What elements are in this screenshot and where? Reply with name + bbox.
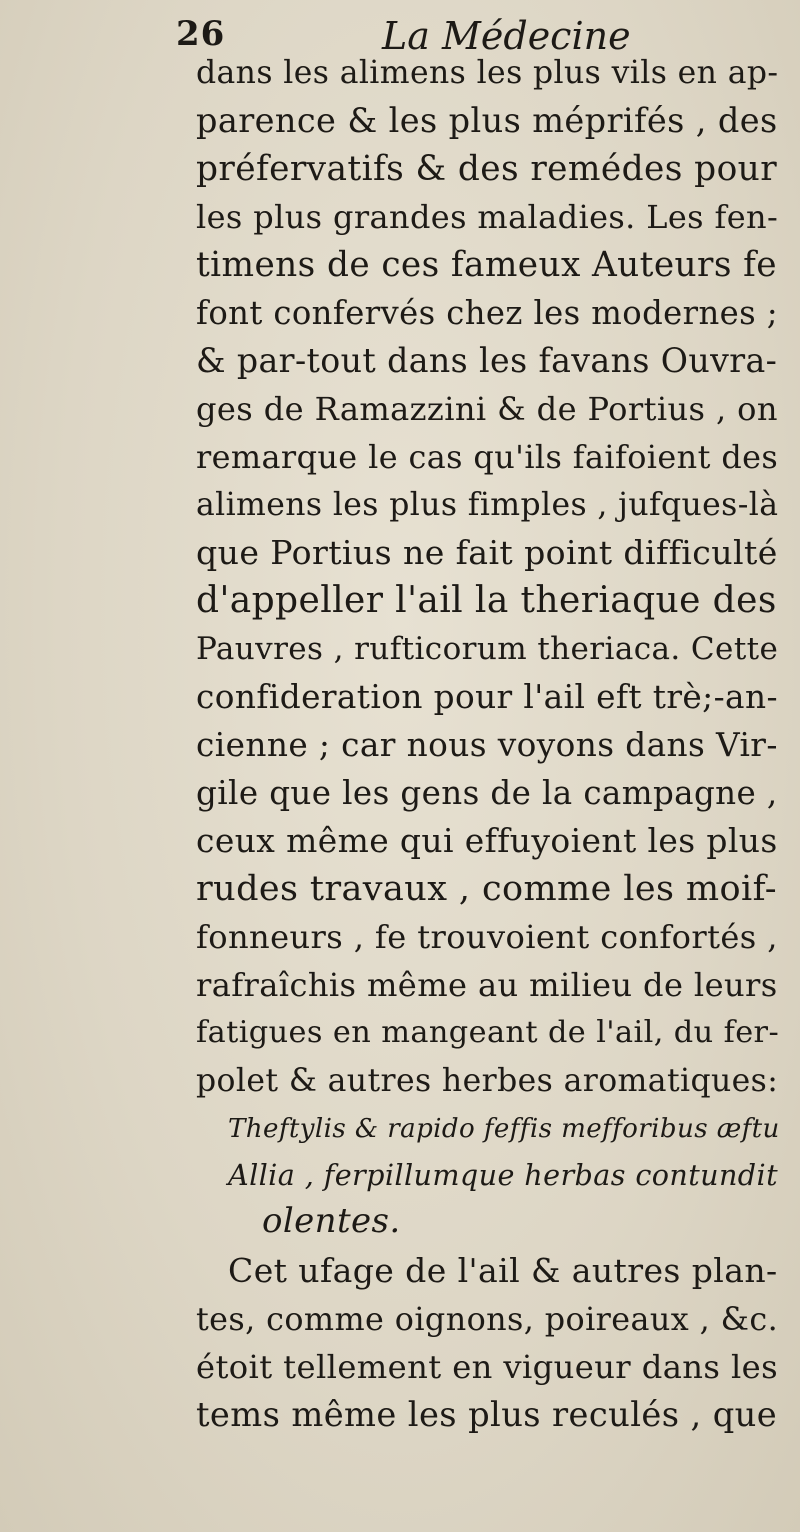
text-line: & par-tout dans les favans Ouvra-: [196, 341, 778, 380]
text-line: tems même les plus reculés , que: [196, 1395, 778, 1434]
text-line: parence & les plus méprifés , des: [196, 101, 778, 140]
text-line: gile que les gens de la campagne ,: [196, 774, 778, 812]
text-line: cienne ; car nous voyons dans Vir-: [196, 726, 778, 764]
text-line: rudes travaux , comme les moif-: [196, 868, 777, 909]
running-title: La Médecine: [382, 14, 631, 58]
text-line: timens de ces fameux Auteurs fe: [196, 245, 777, 285]
verse-line: olentes.: [262, 1201, 401, 1241]
text-line: préfervatifs & des remédes pour: [196, 149, 778, 189]
text-line: Pauvres , rufticorum theriaca. Cette: [196, 631, 779, 667]
text-line: fatigues en mangeant de l'ail, du fer-: [196, 1015, 780, 1050]
text-line: ceux même qui effuyoient les plus: [196, 821, 778, 860]
verse-line: Theftylis & rapido feffis mefforibus æftu: [228, 1114, 780, 1144]
text-line: d'appeller l'ail la theriaque des: [196, 580, 777, 621]
text-line: Cet ufage de l'ail & autres plan-: [228, 1251, 778, 1290]
text-line: fonneurs , fe trouvoient confortés ,: [196, 918, 778, 956]
text-line: que Portius ne fait point difficulté: [196, 533, 778, 572]
text-line: polet & autres herbes aromatiques:: [196, 1063, 779, 1099]
text-line: font confervés chez les modernes ;: [196, 294, 779, 332]
text-line: confideration pour l'ail eft trè;-an-: [196, 678, 778, 716]
verse-line: Allia , ferpillumque herbas contundit: [228, 1158, 778, 1192]
text-line: étoit tellement en vigueur dans les: [196, 1348, 778, 1386]
page-number: 26: [176, 14, 226, 54]
text-line: les plus grandes maladies. Les fen-: [196, 198, 779, 236]
text-line: tes, comme oignons, poireaux , &c.: [196, 1300, 779, 1338]
text-line: remarque le cas qu'ils faifoient des: [196, 438, 779, 476]
text-line: ges de Ramazzini & de Portius , on: [196, 390, 778, 428]
text-line: alimens les plus fimples , jufques-là: [196, 487, 779, 523]
text-line: dans les alimens les plus vils en ap-: [196, 55, 779, 91]
text-line: rafraîchis même au milieu de leurs: [196, 966, 778, 1004]
